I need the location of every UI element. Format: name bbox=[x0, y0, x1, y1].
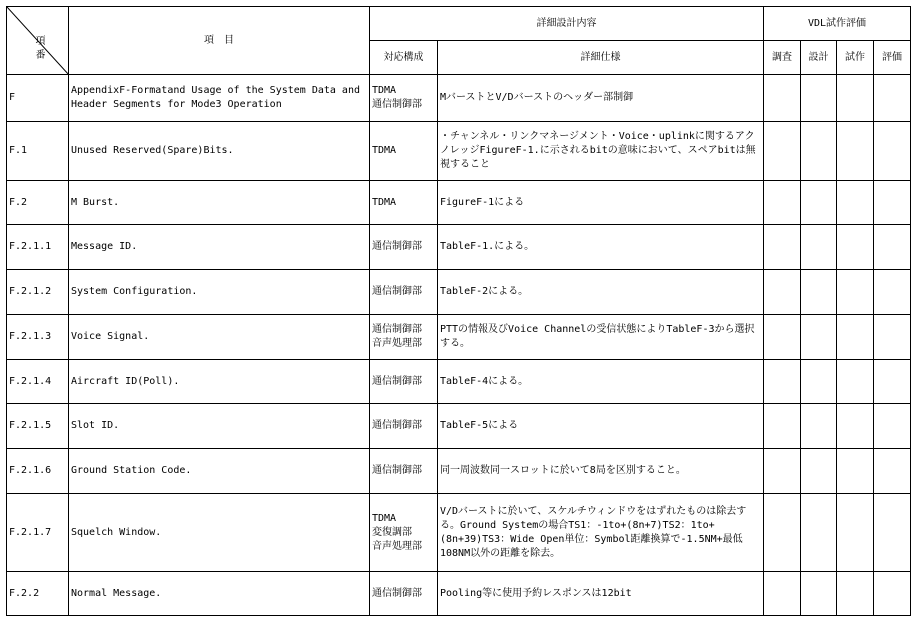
row-structure: 通信制御部 bbox=[370, 404, 438, 449]
row-item: AppendixF-Formatand Usage of the System Data and Header Segments for Mode3 Operation bbox=[69, 75, 370, 122]
table-row bbox=[7, 404, 911, 449]
eval-cell bbox=[764, 270, 801, 315]
row-structure: TDMA 通信制御部 bbox=[370, 75, 438, 122]
item-header: 項 目 bbox=[69, 7, 370, 75]
eval-cell bbox=[801, 572, 837, 616]
eval-col-survey: 調査 bbox=[764, 41, 801, 75]
struct-header: 対応構成 bbox=[370, 41, 438, 75]
row-structure: 通信制御部 bbox=[370, 225, 438, 270]
row-spec: MバーストとV/Dバーストのヘッダー部制御 bbox=[438, 75, 764, 122]
row-spec: TableF-1.による。 bbox=[438, 225, 764, 270]
eval-cell bbox=[801, 75, 837, 122]
row-spec: Pooling等に使用予約レスポンスは12bit bbox=[438, 572, 764, 616]
row-spec: ・チャンネル・リンクマネージメント・Voice・uplinkに関するアクノレッジFigureF-1.に示されるbitの意味において、スペアbitは無視すること bbox=[438, 122, 764, 181]
eval-cell bbox=[764, 404, 801, 449]
eval-cell bbox=[874, 75, 911, 122]
row-number: F.2.1.3 bbox=[7, 315, 69, 360]
eval-cell bbox=[874, 181, 911, 225]
eval-cell bbox=[837, 494, 874, 572]
eval-cell bbox=[801, 449, 837, 494]
eval-cell bbox=[874, 494, 911, 572]
eval-cell bbox=[837, 315, 874, 360]
row-item: Normal Message. bbox=[69, 572, 370, 616]
row-number: F bbox=[7, 75, 69, 122]
eval-cell bbox=[874, 572, 911, 616]
table-row bbox=[7, 494, 911, 572]
eval-cell bbox=[837, 572, 874, 616]
eval-cell bbox=[801, 404, 837, 449]
row-number: F.2.1.5 bbox=[7, 404, 69, 449]
eval-cell bbox=[837, 75, 874, 122]
eval-cell bbox=[801, 360, 837, 404]
eval-cell bbox=[837, 360, 874, 404]
eval-cell bbox=[801, 122, 837, 181]
row-spec: PTTの情報及びVoice Channelの受信状態によりTableF-3から選択する。 bbox=[438, 315, 764, 360]
eval-cell bbox=[764, 225, 801, 270]
table-row bbox=[7, 225, 911, 270]
eval-cell bbox=[874, 225, 911, 270]
eval-cell bbox=[874, 315, 911, 360]
row-item: Ground Station Code. bbox=[69, 449, 370, 494]
row-structure: 通信制御部 bbox=[370, 360, 438, 404]
eval-cell bbox=[874, 270, 911, 315]
row-item: Slot ID. bbox=[69, 404, 370, 449]
row-structure: 通信制御部 音声処理部 bbox=[370, 315, 438, 360]
row-number: F.2.1.1 bbox=[7, 225, 69, 270]
row-spec: TableF-5による bbox=[438, 404, 764, 449]
item-number-header bbox=[7, 7, 69, 75]
table-row bbox=[7, 360, 911, 404]
row-spec: TableF-4による。 bbox=[438, 360, 764, 404]
design-spec-table bbox=[6, 6, 911, 616]
vdl-group-header: VDL試作評価 bbox=[764, 7, 911, 41]
row-structure: 通信制御部 bbox=[370, 572, 438, 616]
eval-cell bbox=[764, 494, 801, 572]
table-row bbox=[7, 572, 911, 616]
eval-col-evaluation: 評価 bbox=[874, 41, 911, 75]
row-number: F.2.2 bbox=[7, 572, 69, 616]
eval-cell bbox=[764, 315, 801, 360]
row-item: Unused Reserved(Spare)Bits. bbox=[69, 122, 370, 181]
table-row bbox=[7, 449, 911, 494]
eval-cell bbox=[801, 270, 837, 315]
eval-cell bbox=[874, 404, 911, 449]
eval-cell bbox=[874, 360, 911, 404]
table-row bbox=[7, 75, 911, 122]
row-structure: 通信制御部 bbox=[370, 449, 438, 494]
row-spec: TableF-2による。 bbox=[438, 270, 764, 315]
row-item: Message ID. bbox=[69, 225, 370, 270]
eval-cell bbox=[764, 449, 801, 494]
design-group-header: 詳細設計内容 bbox=[370, 7, 764, 41]
row-structure: 通信制御部 bbox=[370, 270, 438, 315]
eval-cell bbox=[837, 270, 874, 315]
table-row bbox=[7, 122, 911, 181]
row-number: F.2.1.6 bbox=[7, 449, 69, 494]
row-item: Aircraft ID(Poll). bbox=[69, 360, 370, 404]
table-row bbox=[7, 270, 911, 315]
eval-cell bbox=[764, 572, 801, 616]
row-item: Voice Signal. bbox=[69, 315, 370, 360]
eval-cell bbox=[837, 122, 874, 181]
eval-cell bbox=[837, 449, 874, 494]
eval-cell bbox=[764, 360, 801, 404]
row-structure: TDMA bbox=[370, 122, 438, 181]
eval-cell bbox=[874, 122, 911, 181]
table-row bbox=[7, 315, 911, 360]
eval-cell bbox=[764, 181, 801, 225]
eval-cell bbox=[837, 181, 874, 225]
eval-cell bbox=[874, 449, 911, 494]
eval-cell bbox=[837, 404, 874, 449]
row-item: Squelch Window. bbox=[69, 494, 370, 572]
row-number: F.2.1.7 bbox=[7, 494, 69, 572]
eval-col-design: 設計 bbox=[801, 41, 837, 75]
eval-cell bbox=[801, 494, 837, 572]
spec-header: 詳細仕様 bbox=[438, 41, 764, 75]
item-number-label: 項 番 bbox=[35, 36, 54, 61]
eval-cell bbox=[764, 75, 801, 122]
row-spec: 同一周波数同一スロットに於いて8局を区別すること。 bbox=[438, 449, 764, 494]
row-spec: V/Dバーストに於いて、スケルチウィンドウをはずれたものは除去する。Ground Systemの場合TS1：-1to+(8n+7)TS2：1to+(8n+39)TS3：Wide Open単位：Symbol距離換算で-1.5NM+最低108NM以外の距離を除去。 bbox=[438, 494, 764, 572]
eval-col-prototype: 試作 bbox=[837, 41, 874, 75]
table-row bbox=[7, 181, 911, 225]
row-spec: FigureF-1による bbox=[438, 181, 764, 225]
eval-cell bbox=[801, 225, 837, 270]
row-structure: TDMA 変復調部 音声処理部 bbox=[370, 494, 438, 572]
eval-cell bbox=[801, 315, 837, 360]
eval-cell bbox=[837, 225, 874, 270]
row-structure: TDMA bbox=[370, 181, 438, 225]
eval-cell bbox=[764, 122, 801, 181]
row-number: F.1 bbox=[7, 122, 69, 181]
row-number: F.2.1.2 bbox=[7, 270, 69, 315]
row-number: F.2.1.4 bbox=[7, 360, 69, 404]
row-number: F.2 bbox=[7, 181, 69, 225]
row-item: System Configuration. bbox=[69, 270, 370, 315]
eval-cell bbox=[801, 181, 837, 225]
row-item: M Burst. bbox=[69, 181, 370, 225]
